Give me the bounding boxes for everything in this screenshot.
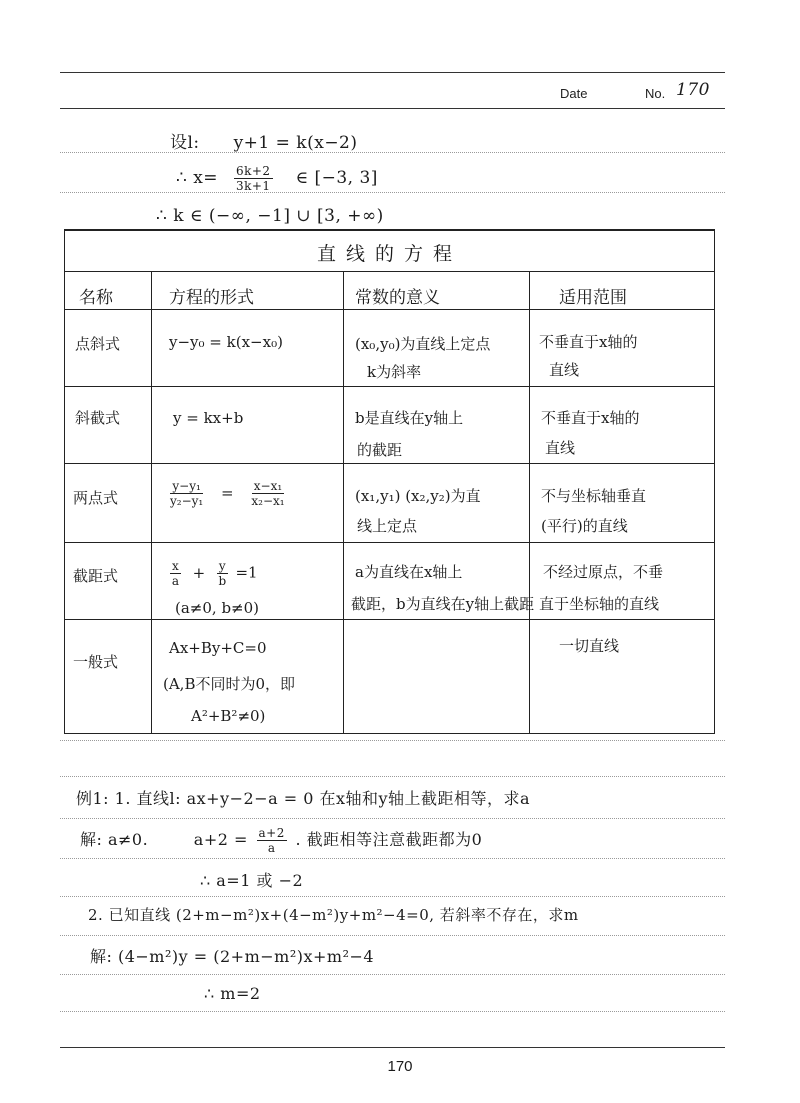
example-1-solution-prefix: 解: a≠0. <box>80 830 149 849</box>
header-meaning: 常数的意义 <box>355 288 440 308</box>
row-name: 两点式 <box>73 489 119 507</box>
fraction-denominator: 3k+1 <box>235 179 271 193</box>
row-form-line1: Ax+By+C=0 <box>169 639 267 657</box>
bottom-rule <box>60 1047 725 1048</box>
fraction-numerator: y <box>218 559 226 573</box>
table-col-divider <box>151 271 152 733</box>
row-scope-line2: 直线 <box>549 361 580 379</box>
ruled-line <box>60 974 725 975</box>
table-divider <box>65 463 714 464</box>
row-name: 斜截式 <box>75 409 121 427</box>
example-1-solution-eq: a+2 = <box>193 830 248 849</box>
note-line-2-fraction <box>234 164 273 193</box>
row-meaning-line2: k为斜率 <box>367 363 422 381</box>
fraction-denominator: x₂−x₁ <box>251 494 285 508</box>
fraction-numerator: a+2 <box>258 826 285 840</box>
row-scope-line2: (平行)的直线 <box>541 517 628 535</box>
fraction-numerator: 6k+2 <box>235 164 271 178</box>
table-divider <box>65 271 714 272</box>
date-label: Date <box>560 86 588 101</box>
ruled-line <box>60 776 725 777</box>
ruled-line <box>60 1011 725 1012</box>
ruled-line <box>60 192 725 193</box>
fraction-denominator: b <box>218 574 227 588</box>
row-scope-line1: 不经过原点，不垂 <box>543 563 664 581</box>
fraction <box>251 479 284 508</box>
row-form: y−y₀ = k(x−x₀) <box>169 333 283 351</box>
fraction-numerator: x <box>172 559 179 573</box>
equals-sign: = <box>221 483 234 502</box>
row-meaning-line2: 截距，b为直线在y轴上截距 <box>351 595 535 613</box>
row-name: 截距式 <box>73 567 119 585</box>
header-name: 名称 <box>79 288 113 308</box>
row-form: y = kx+b <box>173 409 244 427</box>
equals-one: =1 <box>235 563 258 582</box>
row-scope-line2: 直线 <box>545 439 576 457</box>
ruled-line <box>60 740 725 741</box>
ruled-line <box>60 152 725 153</box>
fraction <box>217 559 228 588</box>
note-line-3: ∴ k ∈ (−∞, −1] ∪ [3, +∞) <box>156 206 384 226</box>
ruled-line <box>60 858 725 859</box>
table-col-divider <box>343 271 344 733</box>
fraction-numerator: x−x₁ <box>253 479 283 493</box>
note-line-1-equation: y+1 = k(x−2) <box>233 133 358 153</box>
row-form-fraction <box>167 479 288 508</box>
line-equation-table <box>64 229 715 734</box>
note-line-1 <box>170 128 358 153</box>
note-line-2 <box>176 164 378 193</box>
fraction-denominator: y₂−y₁ <box>170 494 204 508</box>
example-2-question: 2. 已知直线 (2+m−m²)x+(4−m²)y+m²−4=0, 若斜率不存在，求m <box>88 906 579 924</box>
example-1-solution <box>80 826 482 855</box>
fraction <box>170 559 181 588</box>
row-meaning-line1: (x₁,y₁) (x₂,y₂)为直 <box>355 487 481 505</box>
plus-sign: + <box>192 563 206 582</box>
row-scope-line1: 不垂直于x轴的 <box>541 409 640 427</box>
ruled-line <box>60 935 725 936</box>
row-form-fraction <box>167 559 258 588</box>
table-divider <box>65 542 714 543</box>
header-scope: 适用范围 <box>559 288 627 308</box>
page-number: 170 <box>387 1058 413 1075</box>
row-meaning-line2: 线上定点 <box>357 517 418 535</box>
table-title: 直线的方程 <box>316 243 462 265</box>
example-1-fraction <box>257 826 287 855</box>
note-line-2-suffix: ∈ [−3, 3] <box>295 168 378 188</box>
table-divider <box>65 619 714 620</box>
row-name: 点斜式 <box>75 335 121 353</box>
row-name: 一般式 <box>73 653 119 671</box>
fraction <box>170 479 203 508</box>
row-scope-line1: 一切直线 <box>559 637 620 655</box>
row-scope-line2: 直于坐标轴的直线 <box>539 595 660 613</box>
table-divider <box>65 309 714 310</box>
row-scope-line1: 不与坐标轴垂直 <box>541 487 647 505</box>
fraction-denominator: a <box>171 574 179 588</box>
example-1-question: 例1: 1. 直线l: ax+y−2−a = 0 在x轴和y轴上截距相等，求a <box>76 789 531 808</box>
number-label: No. <box>645 86 666 101</box>
note-line-1-prefix: 设l: <box>170 133 200 153</box>
example-2-solution: 解: (4−m²)y = (2+m−m²)x+m²−4 <box>90 947 375 966</box>
example-2-answer: ∴ m=2 <box>204 984 261 1003</box>
table-col-divider <box>529 271 530 733</box>
header-bottom-rule <box>60 108 725 109</box>
row-form-line2: (a≠0, b≠0) <box>175 599 260 617</box>
row-form-line3: A²+B²≠0) <box>191 707 266 725</box>
number-value: 170 <box>676 80 710 100</box>
example-1-note: . 截距相等注意截距都为0 <box>295 830 483 849</box>
fraction-denominator: a <box>267 841 276 855</box>
header-top-rule <box>60 72 725 73</box>
row-form-line2: (A,B不同时为0，即 <box>163 675 296 693</box>
table-divider <box>65 386 714 387</box>
header-form: 方程的形式 <box>169 288 254 308</box>
row-meaning-line1: (x₀,y₀)为直线上定点 <box>355 335 491 353</box>
row-meaning-line1: a为直线在x轴上 <box>355 563 463 581</box>
ruled-line <box>60 818 725 819</box>
ruled-line <box>60 896 725 897</box>
row-meaning-line1: b是直线在y轴上 <box>355 409 464 427</box>
row-scope-line1: 不垂直于x轴的 <box>539 333 638 351</box>
row-meaning-line2: 的截距 <box>357 441 403 459</box>
fraction-numerator: y−y₁ <box>172 479 201 493</box>
example-1-answer: ∴ a=1 或 −2 <box>200 871 304 890</box>
note-line-2-prefix: ∴ x= <box>176 168 219 188</box>
